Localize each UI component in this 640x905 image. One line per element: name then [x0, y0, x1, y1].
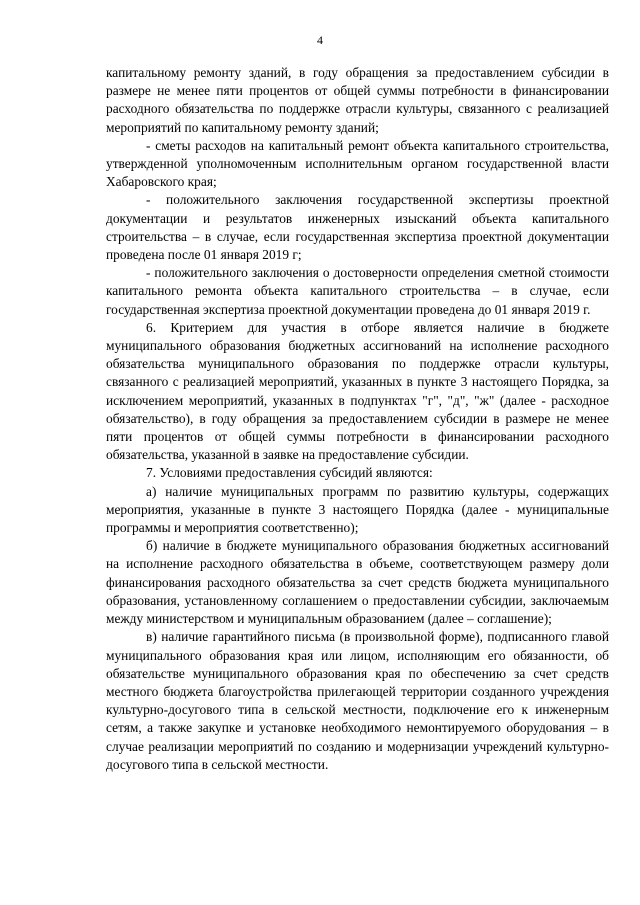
document-body	[106, 64, 609, 774]
condition-c: в) наличие гарантийного письма (в произвольной форме), подписанного главой муниципального образования края или лицом, исполняющим его обязанности, об обязательстве муниципального образования края по обеспечению за счет средств местного бюджета благоустройства прилегающей территории созданного учреждения культурно-досугового типа в сельской местности, подключение его к инженерным сетям, а также закупке и установке необходимого немонтируемого оборудования – в случае реализации мероприятий по созданию и модернизации учреждений культурно-досугового типа в сельской местности.	[106, 629, 609, 772]
list-item-estimate: - сметы расходов на капитальный ремонт объекта капитального строительства, утвержденной уполномоченным исполнительным органом государственной власти Хабаровского края;	[106, 137, 609, 190]
page-number: 4	[317, 33, 323, 47]
paragraph-continuation: капитальному ремонту зданий, в году обращения за предоставлением субсидии в размере не менее пяти процентов от общей суммы потребности в финансировании расходного обязательства по поддержке отрасли культуры, связанного с реализацией мероприятий по капитальному ремонту зданий;	[106, 65, 609, 135]
clause-6-criterion: 6. Критерием для участия в отборе является наличие в бюджете муниципального образования бюджетных ассигнований на исполнение расходного обязательства муниципального образования по поддержке отрасли культуры, связанного с реализацией мероприятий, указанных в пункте 3 настоящего Порядка, за исключением мероприятий, указанных в подпунктах "г", "д", "ж" (далее - расходное обязательство), в году обращения за предоставлением субсидии в размере не менее пяти процентов от общей суммы потребности в финансировании расходного обязательства, указанной в заявке на предоставление субсидии.	[106, 319, 609, 463]
clause-7-conditions: 7. Условиями предоставления субсидий являются:	[146, 465, 433, 481]
list-item-state-expertise: - положительного заключения государственной экспертизы проектной документации и результатов инженерных изысканий объекта капитального строительства – в случае, если государственная экспертиза проектной документации проведена после 01 января 2019 г;	[106, 192, 609, 263]
condition-a: а) наличие муниципальных программ по развитию культуры, содержащих мероприятия, указанные в пункте 3 настоящего Порядка (далее - муниципальные программы и мероприятия соответственно);	[106, 483, 609, 536]
list-item-cost-reliability: - положительного заключения о достоверности определения сметной стоимости капитального ремонта объекта капитального строительства – в случае, если государственная экспертиза проектной документации проведена до 01 января 2019 г.	[106, 265, 609, 317]
condition-b: б) наличие в бюджете муниципального образования бюджетных ассигнований на исполнение расходного обязательства в объеме, соответствующем размеру доли финансирования расходного обязательства за счет средств бюджета муниципального образования, установленному соглашением о предоставлении субсидии, заключаемым между министерством и муниципальным образованием (далее – соглашение);	[106, 538, 609, 627]
